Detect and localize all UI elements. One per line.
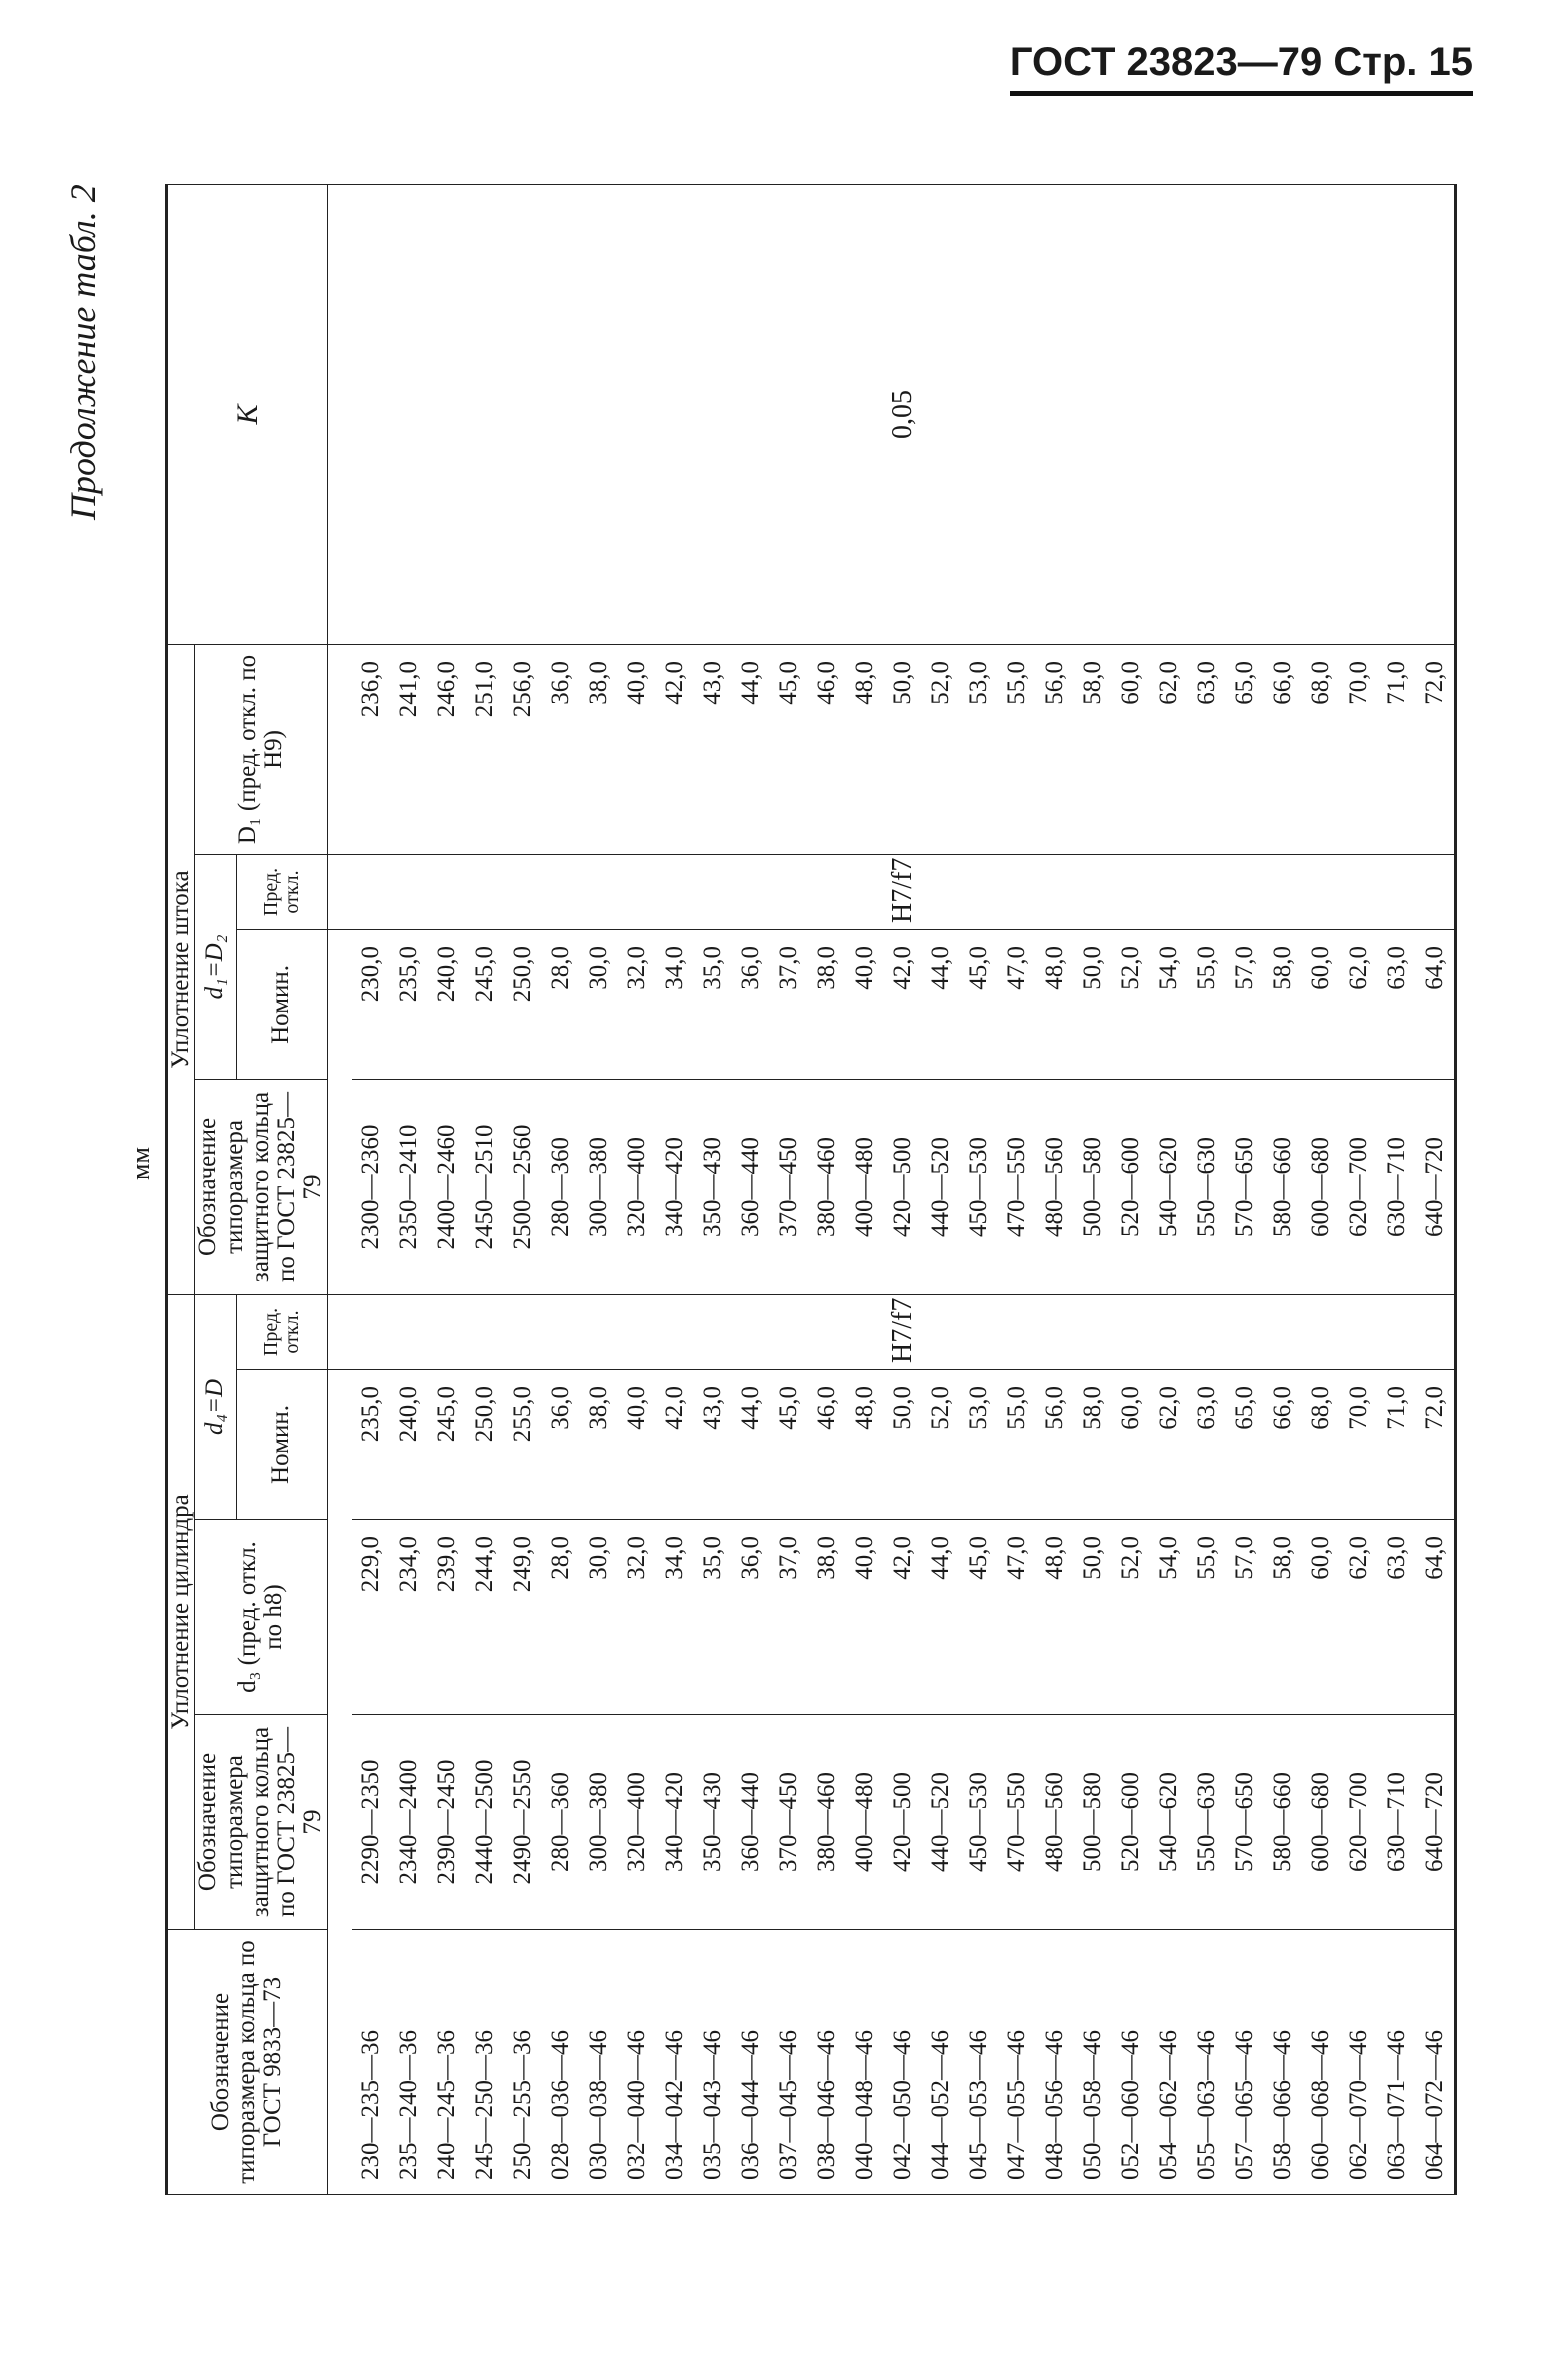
cell-d1-nom: 55,0: [1188, 929, 1226, 1079]
cell-d4-tolerance: H7/f7: [352, 1294, 1456, 1369]
table-caption: Продолжение табл. 2: [63, 184, 103, 520]
cell-d1-nom: 30,0: [580, 929, 618, 1079]
cell-d4-nom: 240,0: [390, 1370, 428, 1520]
cell-d3: 63,0: [1378, 1520, 1416, 1715]
cell-protective-cyl: 620—700: [1340, 1715, 1378, 1930]
cell-ring-size: 064—072—46: [1416, 1930, 1456, 2195]
cell-ring-size: 054—062—46: [1150, 1930, 1188, 2195]
cell-D1: 241,0: [390, 644, 428, 854]
cell-d3: 34,0: [656, 1520, 694, 1715]
cell-d3: 234,0: [390, 1520, 428, 1715]
cell-protective-rod: 580—660: [1264, 1079, 1302, 1294]
col-header-d4-nom: Номин.: [236, 1370, 327, 1520]
cell-protective-cyl: 380—460: [808, 1715, 846, 1930]
cell-d4-nom: 62,0: [1150, 1370, 1188, 1520]
page-header: [1010, 40, 1473, 96]
cell-protective-rod: 630—710: [1378, 1079, 1416, 1294]
cell-protective-cyl: 350—430: [694, 1715, 732, 1930]
cell-d1-nom: 28,0: [542, 929, 580, 1079]
cell-ring-size: 063—071—46: [1378, 1930, 1416, 2195]
cell-d1-nom: 47,0: [998, 929, 1036, 1079]
table-bottom-line: [1455, 184, 1461, 2194]
cell-D1: 53,0: [960, 644, 998, 854]
cell-protective-rod: 360—440: [732, 1079, 770, 1294]
cell-d1-nom: 45,0: [960, 929, 998, 1079]
cell-ring-size: 044—052—46: [922, 1930, 960, 2195]
cell-d4-nom: 70,0: [1340, 1370, 1378, 1520]
cell-d1-nom: 52,0: [1112, 929, 1150, 1079]
cell-d1-nom: 58,0: [1264, 929, 1302, 1079]
data-table: [165, 184, 1461, 2195]
cell-protective-rod: 340—420: [656, 1079, 694, 1294]
col-header-D1: D₁ (пред. откл. по H9): [195, 644, 327, 854]
cell-D1: 251,0: [466, 644, 504, 854]
cell-ring-size: 035—043—46: [694, 1930, 732, 2195]
cell-d1-nom: 240,0: [428, 929, 466, 1079]
cell-protective-rod: 620—700: [1340, 1079, 1378, 1294]
cell-d3: 45,0: [960, 1520, 998, 1715]
col-header-d4: d₄=D: [195, 1294, 236, 1519]
cell-d3: 35,0: [694, 1520, 732, 1715]
cell-d3: 239,0: [428, 1520, 466, 1715]
cell-d4-nom: 72,0: [1416, 1370, 1456, 1520]
cell-protective-rod: 450—530: [960, 1079, 998, 1294]
cell-d4-nom: 60,0: [1112, 1370, 1150, 1520]
cell-protective-cyl: 2340—2400: [390, 1715, 428, 1930]
cell-d1-nom: 250,0: [504, 929, 542, 1079]
cell-protective-rod: 2350—2410: [390, 1079, 428, 1294]
cell-ring-size: 245—250—36: [466, 1930, 504, 2195]
cell-protective-cyl: 280—360: [542, 1715, 580, 1930]
cell-d4-nom: 53,0: [960, 1370, 998, 1520]
cell-protective-rod: 440—520: [922, 1079, 960, 1294]
cell-D1: 48,0: [846, 644, 884, 854]
cell-D1: 46,0: [808, 644, 846, 854]
cell-ring-size: 040—048—46: [846, 1930, 884, 2195]
cell-d1-nom: 34,0: [656, 929, 694, 1079]
cell-d1-nom: 42,0: [884, 929, 922, 1079]
cell-protective-cyl: 360—440: [732, 1715, 770, 1930]
cell-D1: 60,0: [1112, 644, 1150, 854]
page-header-text: ГОСТ 23823—79 Стр. 15: [1009, 40, 1473, 84]
cell-d3: 55,0: [1188, 1520, 1226, 1715]
cell-D1: 55,0: [998, 644, 1036, 854]
cell-protective-rod: 2400—2460: [428, 1079, 466, 1294]
cell-protective-cyl: 640—720: [1416, 1715, 1456, 1930]
cell-protective-cyl: 440—520: [922, 1715, 960, 1930]
cell-protective-rod: 640—720: [1416, 1079, 1456, 1294]
cell-ring-size: 048—056—46: [1036, 1930, 1074, 2195]
header-rule: [1010, 91, 1473, 96]
cell-D1: 236,0: [352, 644, 390, 854]
cell-d1-nom: 35,0: [694, 929, 732, 1079]
cell-protective-cyl: 550—630: [1188, 1715, 1226, 1930]
cell-D1: 43,0: [694, 644, 732, 854]
cell-protective-rod: 2500—2560: [504, 1079, 542, 1294]
cell-d1-nom: 230,0: [352, 929, 390, 1079]
cell-protective-cyl: 2440—2500: [466, 1715, 504, 1930]
cell-protective-rod: 320—400: [618, 1079, 656, 1294]
cell-ring-size: 032—040—46: [618, 1930, 656, 2195]
cell-d4-nom: 48,0: [846, 1370, 884, 1520]
cell-d1-nom: 235,0: [390, 929, 428, 1079]
cell-d4-nom: 36,0: [542, 1370, 580, 1520]
cell-d4-nom: 40,0: [618, 1370, 656, 1520]
cell-d3: 47,0: [998, 1520, 1036, 1715]
cell-d3: 37,0: [770, 1520, 808, 1715]
cell-protective-rod: 370—450: [770, 1079, 808, 1294]
cell-d3: 60,0: [1302, 1520, 1340, 1715]
cell-D1: 38,0: [580, 644, 618, 854]
cell-d4-nom: 50,0: [884, 1370, 922, 1520]
cell-protective-rod: 540—620: [1150, 1079, 1188, 1294]
group-header-rod: Уплотнение штока: [167, 644, 195, 1294]
cell-protective-rod: 520—600: [1112, 1079, 1150, 1294]
col-header-protective-rod: Обозначение типоразмера защитного кольца по ГОСТ 23825—79: [195, 1079, 327, 1294]
cell-d1-nom: 57,0: [1226, 929, 1264, 1079]
cell-d3: 36,0: [732, 1520, 770, 1715]
cell-D1: 44,0: [732, 644, 770, 854]
cell-protective-cyl: 500—580: [1074, 1715, 1112, 1930]
cell-d4-nom: 66,0: [1264, 1370, 1302, 1520]
col-header-d1-nom: Номин.: [236, 929, 327, 1079]
col-header-d1-tol: Пред. откл.: [236, 854, 327, 929]
cell-protective-cyl: 520—600: [1112, 1715, 1150, 1930]
cell-D1: 70,0: [1340, 644, 1378, 854]
cell-d3: 32,0: [618, 1520, 656, 1715]
cell-D1: 58,0: [1074, 644, 1112, 854]
cell-d3: 249,0: [504, 1520, 542, 1715]
cell-D1: 42,0: [656, 644, 694, 854]
cell-protective-cyl: 370—450: [770, 1715, 808, 1930]
cell-d3: 38,0: [808, 1520, 846, 1715]
cell-d3: 42,0: [884, 1520, 922, 1715]
cell-protective-rod: 500—580: [1074, 1079, 1112, 1294]
cell-protective-rod: 350—430: [694, 1079, 732, 1294]
cell-d4-nom: 42,0: [656, 1370, 694, 1520]
cell-d1-tolerance: H7/f7: [352, 854, 1456, 929]
cell-d1-nom: 54,0: [1150, 929, 1188, 1079]
cell-d1-nom: 38,0: [808, 929, 846, 1079]
cell-ring-size: 036—044—46: [732, 1930, 770, 2195]
cell-d3: 50,0: [1074, 1520, 1112, 1715]
cell-d3: 40,0: [846, 1520, 884, 1715]
cell-protective-rod: 280—360: [542, 1079, 580, 1294]
cell-ring-size: 062—070—46: [1340, 1930, 1378, 2195]
cell-D1: 65,0: [1226, 644, 1264, 854]
cell-D1: 256,0: [504, 644, 542, 854]
group-header-cylinder: Уплотнение цилиндра: [167, 1294, 195, 1929]
cell-D1: 66,0: [1264, 644, 1302, 854]
cell-protective-cyl: 630—710: [1378, 1715, 1416, 1930]
cell-d3: 229,0: [352, 1520, 390, 1715]
cell-d3: 64,0: [1416, 1520, 1456, 1715]
cell-d4-nom: 65,0: [1226, 1370, 1264, 1520]
cell-ring-size: 230—235—36: [352, 1930, 390, 2195]
cell-d1-nom: 44,0: [922, 929, 960, 1079]
cell-d1-nom: 60,0: [1302, 929, 1340, 1079]
cell-d3: 30,0: [580, 1520, 618, 1715]
cell-protective-cyl: 2390—2450: [428, 1715, 466, 1930]
cell-protective-cyl: 540—620: [1150, 1715, 1188, 1930]
cell-protective-cyl: 580—660: [1264, 1715, 1302, 1930]
col-header-k: K: [167, 184, 328, 644]
col-header-ring: Обозначение типоразмера кольца по ГОСТ 9833—73: [167, 1930, 328, 2195]
cell-ring-size: 240—245—36: [428, 1930, 466, 2195]
cell-d4-nom: 68,0: [1302, 1370, 1340, 1520]
cell-D1: 62,0: [1150, 644, 1188, 854]
cell-protective-rod: 570—650: [1226, 1079, 1264, 1294]
cell-d3: 44,0: [922, 1520, 960, 1715]
cell-d4-nom: 55,0: [998, 1370, 1036, 1520]
cell-ring-size: 250—255—36: [504, 1930, 542, 2195]
cell-d4-nom: 38,0: [580, 1370, 618, 1520]
cell-ring-size: 235—240—36: [390, 1930, 428, 2195]
cell-d4-nom: 43,0: [694, 1370, 732, 1520]
cell-protective-rod: 380—460: [808, 1079, 846, 1294]
cell-d1-nom: 50,0: [1074, 929, 1112, 1079]
cell-d1-nom: 62,0: [1340, 929, 1378, 1079]
cell-d3: 52,0: [1112, 1520, 1150, 1715]
cell-d4-nom: 255,0: [504, 1370, 542, 1520]
cell-d1-nom: 36,0: [732, 929, 770, 1079]
col-header-d4-tol: Пред. откл.: [236, 1294, 327, 1369]
cell-d4-nom: 58,0: [1074, 1370, 1112, 1520]
cell-ring-size: 034—042—46: [656, 1930, 694, 2195]
cell-d4-nom: 46,0: [808, 1370, 846, 1520]
cell-ring-size: 030—038—46: [580, 1930, 618, 2195]
cell-ring-size: 055—063—46: [1188, 1930, 1226, 2195]
cell-protective-cyl: 570—650: [1226, 1715, 1264, 1930]
col-header-d3: d₃ (пред. откл. по h8): [195, 1520, 327, 1715]
cell-ring-size: 060—068—46: [1302, 1930, 1340, 2195]
cell-ring-size: 057—065—46: [1226, 1930, 1264, 2195]
cell-d3: 54,0: [1150, 1520, 1188, 1715]
unit-label: мм: [126, 1147, 155, 1180]
cell-d3: 57,0: [1226, 1520, 1264, 1715]
cell-protective-rod: 480—560: [1036, 1079, 1074, 1294]
cell-D1: 72,0: [1416, 644, 1456, 854]
cell-D1: 36,0: [542, 644, 580, 854]
cell-protective-cyl: 450—530: [960, 1715, 998, 1930]
cell-protective-rod: 2450—2510: [466, 1079, 504, 1294]
cell-d3: 48,0: [1036, 1520, 1074, 1715]
cell-protective-rod: 2300—2360: [352, 1079, 390, 1294]
col-header-d1: d₁=D₂: [195, 854, 236, 1079]
cell-ring-size: 028—036—46: [542, 1930, 580, 2195]
cell-protective-cyl: 400—480: [846, 1715, 884, 1930]
cell-d4-nom: 45,0: [770, 1370, 808, 1520]
cell-D1: 52,0: [922, 644, 960, 854]
cell-ring-size: 047—055—46: [998, 1930, 1036, 2195]
cell-ring-size: 050—058—46: [1074, 1930, 1112, 2195]
cell-d4-nom: 52,0: [922, 1370, 960, 1520]
cell-d4-nom: 235,0: [352, 1370, 390, 1520]
cell-protective-cyl: 2490—2550: [504, 1715, 542, 1930]
cell-protective-rod: 550—630: [1188, 1079, 1226, 1294]
cell-protective-rod: 600—680: [1302, 1079, 1340, 1294]
cell-d3: 62,0: [1340, 1520, 1378, 1715]
cell-ring-size: 045—053—46: [960, 1930, 998, 2195]
cell-protective-rod: 470—550: [998, 1079, 1036, 1294]
cell-d3: 28,0: [542, 1520, 580, 1715]
cell-d1-nom: 64,0: [1416, 929, 1456, 1079]
cell-protective-cyl: 420—500: [884, 1715, 922, 1930]
cell-d4-nom: 44,0: [732, 1370, 770, 1520]
cell-k-value: 0,05: [352, 184, 1456, 644]
cell-protective-cyl: 600—680: [1302, 1715, 1340, 1930]
cell-protective-cyl: 320—400: [618, 1715, 656, 1930]
cell-D1: 63,0: [1188, 644, 1226, 854]
cell-d1-nom: 37,0: [770, 929, 808, 1079]
cell-d3: 58,0: [1264, 1520, 1302, 1715]
table-body: [327, 184, 1461, 2194]
cell-ring-size: 058—066—46: [1264, 1930, 1302, 2195]
cell-d1-nom: 63,0: [1378, 929, 1416, 1079]
cell-protective-cyl: 2290—2350: [352, 1715, 390, 1930]
cell-D1: 246,0: [428, 644, 466, 854]
cell-D1: 45,0: [770, 644, 808, 854]
cell-d4-nom: 63,0: [1188, 1370, 1226, 1520]
cell-protective-cyl: 300—380: [580, 1715, 618, 1930]
cell-D1: 40,0: [618, 644, 656, 854]
cell-ring-size: 042—050—46: [884, 1930, 922, 2195]
cell-protective-cyl: 480—560: [1036, 1715, 1074, 1930]
cell-d1-nom: 48,0: [1036, 929, 1074, 1079]
cell-d3: 244,0: [466, 1520, 504, 1715]
cell-d1-nom: 40,0: [846, 929, 884, 1079]
cell-protective-cyl: 340—420: [656, 1715, 694, 1930]
cell-d4-nom: 245,0: [428, 1370, 466, 1520]
cell-protective-rod: 420—500: [884, 1079, 922, 1294]
cell-protective-rod: 400—480: [846, 1079, 884, 1294]
cell-d4-nom: 250,0: [466, 1370, 504, 1520]
cell-protective-cyl: 470—550: [998, 1715, 1036, 1930]
cell-ring-size: 037—045—46: [770, 1930, 808, 2195]
cell-d4-nom: 56,0: [1036, 1370, 1074, 1520]
rotated-table-wrapper: [165, 185, 1465, 2195]
col-header-protective-cyl: Обозначение типоразмера защитного кольца по ГОСТ 23825—79: [195, 1715, 327, 1930]
cell-d4-nom: 71,0: [1378, 1370, 1416, 1520]
cell-D1: 50,0: [884, 644, 922, 854]
cell-protective-rod: 300—380: [580, 1079, 618, 1294]
cell-ring-size: 052—060—46: [1112, 1930, 1150, 2195]
cell-D1: 56,0: [1036, 644, 1074, 854]
cell-d1-nom: 32,0: [618, 929, 656, 1079]
table-bottom-rule: [1455, 184, 1461, 2194]
cell-D1: 68,0: [1302, 644, 1340, 854]
table-row: [352, 184, 390, 2194]
cell-d1-nom: 245,0: [466, 929, 504, 1079]
cell-D1: 71,0: [1378, 644, 1416, 854]
cell-ring-size: 038—046—46: [808, 1930, 846, 2195]
